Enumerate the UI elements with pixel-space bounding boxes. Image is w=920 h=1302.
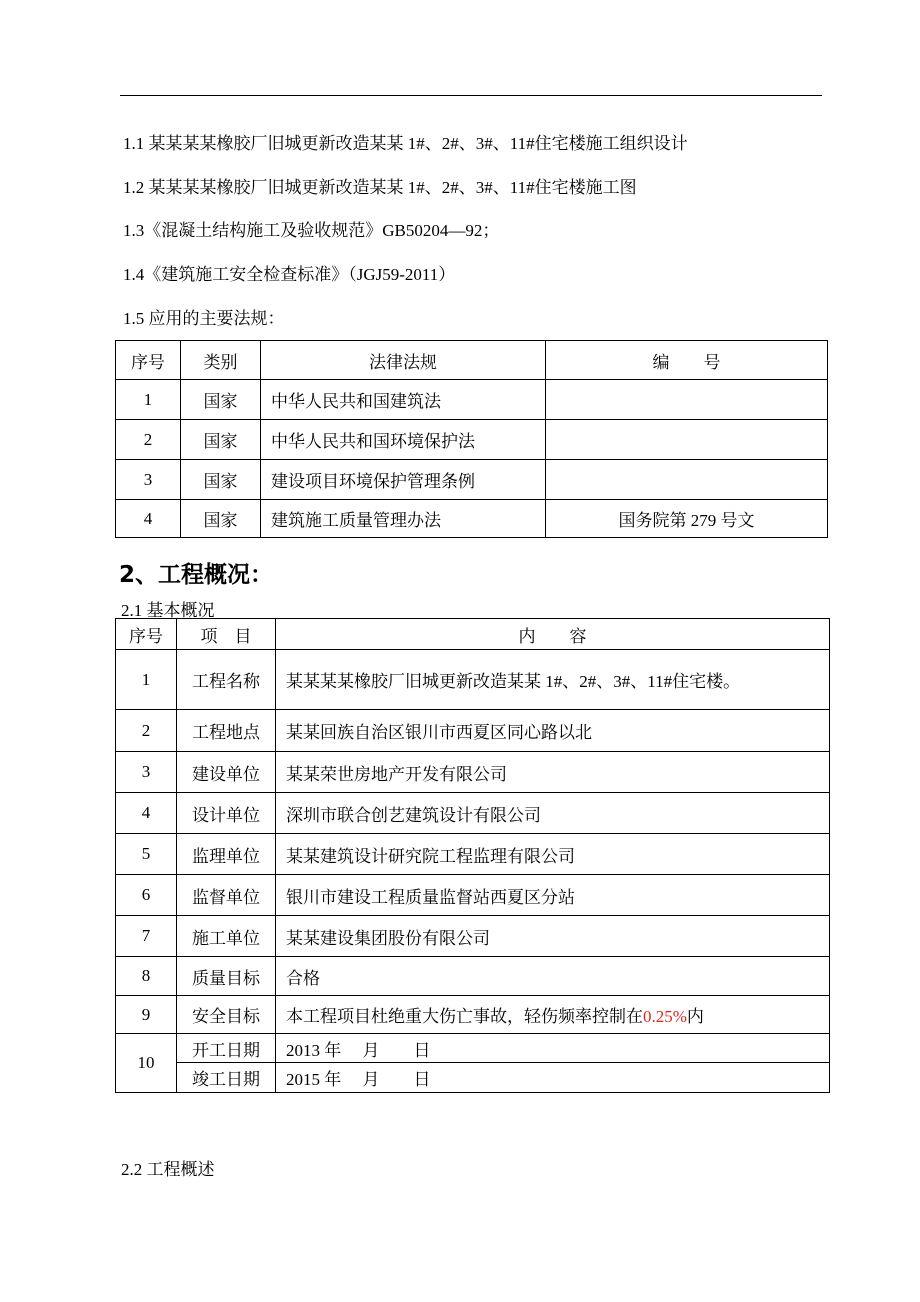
safety-rate-highlight: 0.25% xyxy=(643,1007,687,1026)
table-row xyxy=(116,500,828,538)
laws-table xyxy=(115,340,828,538)
cell-content: 2015 年 月 日 xyxy=(276,1063,830,1093)
cell-code xyxy=(546,460,828,500)
cell-no: 2 xyxy=(116,420,181,460)
cell-no: 1 xyxy=(116,380,181,420)
reference-2: 1.2 某某某某橡胶厂旧城更新改造某某 1#、2#、3#、11#住宅楼施工图 xyxy=(123,178,637,197)
table-row xyxy=(116,834,830,875)
laws-table-header xyxy=(116,341,828,380)
cell-no: 6 xyxy=(116,875,177,916)
table-row xyxy=(116,996,830,1034)
cell-item: 监理单位 xyxy=(177,834,276,875)
cell-item: 工程地点 xyxy=(177,710,276,752)
cell-content: 某某荣世房地产开发有限公司 xyxy=(276,752,830,793)
cell-category: 国家 xyxy=(181,500,261,538)
cell-content: 某某建筑设计研究院工程监理有限公司 xyxy=(276,834,830,875)
cell-no: 9 xyxy=(116,996,177,1034)
table-row xyxy=(116,752,830,793)
reference-3: 1.3《混凝土结构施工及验收规范》GB50204—92； xyxy=(123,221,500,240)
section-2-heading: 2、工程概况： xyxy=(119,562,274,588)
cell-content: 合格 xyxy=(276,957,830,996)
reference-1: 1.1 某某某某橡胶厂旧城更新改造某某 1#、2#、3#、11#住宅楼施工组织设计 xyxy=(123,134,688,153)
safety-text: 本工程项目杜绝重大伤亡事故，轻伤频率控制在 xyxy=(286,1007,643,1026)
header-cell: 法律法规 xyxy=(261,341,546,380)
cell-content: 某某某某橡胶厂旧城更新改造某某 1#、2#、3#、11#住宅楼。 xyxy=(276,650,830,710)
cell-category: 国家 xyxy=(181,380,261,420)
cell-no: 10 xyxy=(116,1034,177,1093)
cell-law: 中华人民共和国环境保护法 xyxy=(261,420,546,460)
cell-code: 国务院第 279 号文 xyxy=(546,500,828,538)
cell-law: 建设项目环境保护管理条例 xyxy=(261,460,546,500)
table-row xyxy=(116,1034,830,1063)
table-row xyxy=(116,380,828,420)
cell-no: 3 xyxy=(116,460,181,500)
cell-item: 安全目标 xyxy=(177,996,276,1034)
cell-no: 3 xyxy=(116,752,177,793)
cell-item: 工程名称 xyxy=(177,650,276,710)
cell-item: 监督单位 xyxy=(177,875,276,916)
table-row xyxy=(116,875,830,916)
header-cell: 序号 xyxy=(116,341,181,380)
cell-no: 5 xyxy=(116,834,177,875)
cell-content: 某某回族自治区银川市西夏区同心路以北 xyxy=(276,710,830,752)
cell-item: 开工日期 xyxy=(177,1034,276,1063)
cell-code xyxy=(546,380,828,420)
header-cell: 编 号 xyxy=(546,341,828,380)
overview-table-header xyxy=(116,619,830,650)
cell-item: 设计单位 xyxy=(177,793,276,834)
table-row xyxy=(116,420,828,460)
cell-content: 2013 年 月 日 xyxy=(276,1034,830,1063)
reference-5: 1.5 应用的主要法规： xyxy=(123,309,285,328)
overview-table xyxy=(115,618,830,1093)
header-cell: 内 容 xyxy=(276,619,830,650)
table-row xyxy=(116,957,830,996)
cell-no: 4 xyxy=(116,793,177,834)
cell-content: 深圳市联合创艺建筑设计有限公司 xyxy=(276,793,830,834)
header-cell: 类别 xyxy=(181,341,261,380)
cell-content: 某某建设集团股份有限公司 xyxy=(276,916,830,957)
cell-content: 银川市建设工程质量监督站西夏区分站 xyxy=(276,875,830,916)
cell-item: 施工单位 xyxy=(177,916,276,957)
cell-no: 2 xyxy=(116,710,177,752)
cell-category: 国家 xyxy=(181,460,261,500)
cell-code xyxy=(546,420,828,460)
cell-item: 建设单位 xyxy=(177,752,276,793)
table-row xyxy=(116,710,830,752)
cell-no: 4 xyxy=(116,500,181,538)
cell-item: 竣工日期 xyxy=(177,1063,276,1093)
cell-no: 8 xyxy=(116,957,177,996)
reference-4: 1.4《建筑施工安全检查标准》（JGJ59-2011） xyxy=(123,265,456,284)
cell-category: 国家 xyxy=(181,420,261,460)
cell-no: 1 xyxy=(116,650,177,710)
cell-law: 建筑施工质量管理办法 xyxy=(261,500,546,538)
header-rule xyxy=(120,95,822,96)
cell-content xyxy=(276,996,830,1034)
table-row xyxy=(116,1063,830,1093)
table-row xyxy=(116,460,828,500)
subsection-2-2-title: 2.2 工程概述 xyxy=(121,1160,215,1179)
subsection-2-1-title: 2.1 基本概况 xyxy=(121,601,215,620)
safety-text-end: 内 xyxy=(686,1007,704,1026)
table-row xyxy=(116,793,830,834)
cell-item: 质量目标 xyxy=(177,957,276,996)
cell-no: 7 xyxy=(116,916,177,957)
table-row xyxy=(116,916,830,957)
table-row xyxy=(116,650,830,710)
header-cell: 序号 xyxy=(116,619,177,650)
cell-law: 中华人民共和国建筑法 xyxy=(261,380,546,420)
header-cell: 项 目 xyxy=(177,619,276,650)
